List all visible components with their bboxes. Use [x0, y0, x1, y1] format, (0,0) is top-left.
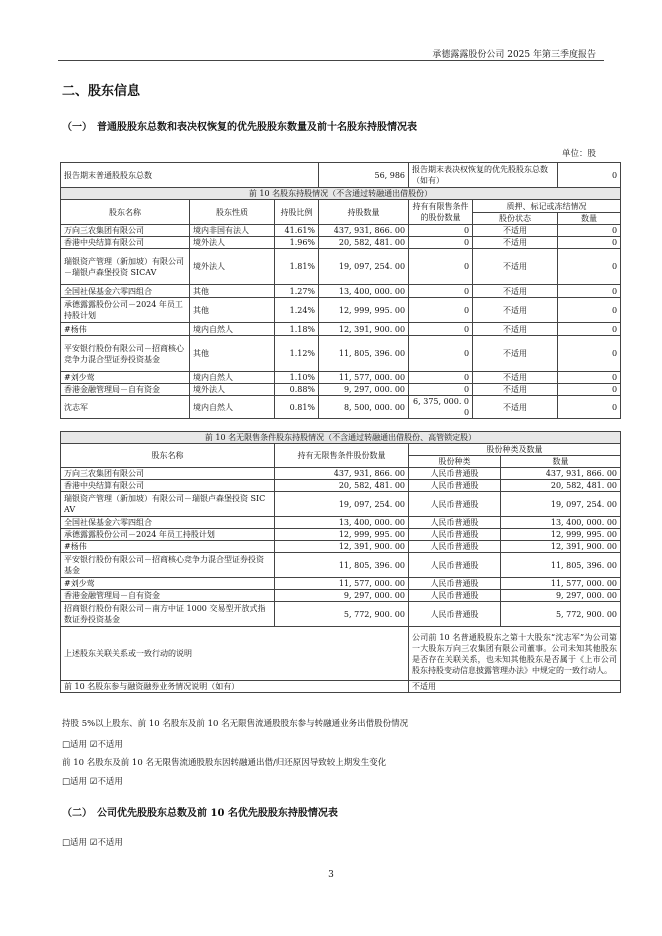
restricted-qty: 6, 375, 000. 00 — [409, 396, 473, 419]
unit-label: 单位：股 — [561, 149, 596, 159]
shareholder-name: 万向三农集团有限公司 — [61, 225, 190, 237]
table-row — [61, 396, 621, 419]
shareholder-nature: 其他 — [190, 298, 275, 323]
unrestricted-qty: 12, 391, 900. 00 — [275, 541, 409, 553]
pledge-qty: 0 — [558, 336, 621, 372]
shareholding-ratio: 0.88% — [275, 384, 319, 396]
pledge-status: 不适用 — [473, 237, 558, 249]
shareholding-ratio: 0.81% — [275, 396, 319, 419]
shareholder-nature: 境内自然人 — [190, 372, 275, 384]
shareholder-name: 招商银行股份有限公司－南方中证 1000 交易型开放式指数证券投资基金 — [61, 602, 275, 627]
table-row — [61, 384, 621, 396]
share-count: 5, 772, 900. 00 — [501, 602, 621, 627]
subsection-title-2: （二） 公司优先股股东总数及前 10 名优先股股东持股情况表 — [62, 808, 338, 819]
table-row — [61, 480, 621, 492]
u-col-header-type-group: 股份种类及数量 — [409, 444, 621, 456]
share-type: 人民币普通股 — [409, 578, 501, 590]
unrestricted-qty: 12, 999, 995. 00 — [275, 529, 409, 541]
share-count: 437, 931, 866. 00 — [501, 468, 621, 480]
unrestricted-qty: 437, 931, 866. 00 — [275, 468, 409, 480]
shareholder-name: 平安银行股份有限公司－招商核心竞争力混合型证券投资基金 — [61, 336, 190, 372]
table-row — [61, 249, 621, 285]
restricted-qty: 0 — [409, 285, 473, 298]
pledge-qty: 0 — [558, 249, 621, 285]
share-type: 人民币普通股 — [409, 553, 501, 578]
shareholding-qty: 437, 931, 866. 00 — [319, 225, 409, 237]
table-row — [61, 492, 621, 517]
table-row — [61, 285, 621, 298]
table-row — [61, 336, 621, 372]
table-row — [61, 225, 621, 237]
shareholder-name: 平安银行股份有限公司－招商核心竞争力混合型证券投资基金 — [61, 553, 275, 578]
shareholder-name: 瑞银资产管理（新加坡）有限公司－瑞银卢森堡投资 SICAV — [61, 492, 275, 517]
total-shareholders-label: 报告期末普通股股东总数 — [61, 163, 319, 188]
col-header-restricted: 持有有限售条件的股份数量 — [409, 200, 473, 225]
share-type: 人民币普通股 — [409, 529, 501, 541]
note-1: 持股 5%以上股东、前 10 名股东及前 10 名无限售流通股股东参与转融通业务出借股份情况 — [62, 719, 409, 729]
share-type: 人民币普通股 — [409, 492, 501, 517]
unrestricted-section-label: 前 10 名无限售条件股东持股情况（不含通过转融通出借股份、高管锁定股） — [61, 432, 621, 444]
pledge-status: 不适用 — [473, 336, 558, 372]
shareholder-nature: 境内非国有法人 — [190, 225, 275, 237]
preferred-shareholders-label: 报告期末表决权恢复的优先股股东总数（如有） — [409, 163, 558, 188]
share-type: 人民币普通股 — [409, 602, 501, 627]
unrestricted-shareholders-table — [60, 431, 621, 693]
total-shareholders-value: 56, 986 — [319, 163, 409, 188]
pledge-qty: 0 — [558, 372, 621, 384]
shareholder-name: #刘少莺 — [61, 372, 190, 384]
table-row — [61, 578, 621, 590]
subsection-title-1: （一） 普通股股东总数和表决权恢复的优先股股东数量及前十名股东持股情况表 — [62, 122, 417, 133]
shareholding-ratio: 1.81% — [275, 249, 319, 285]
table-row — [61, 298, 621, 323]
shareholder-nature: 境内自然人 — [190, 396, 275, 419]
relation-text: 公司前 10 名普通股股东之第十大股东“沈志军”为公司第一大股东万向三农集团有限公司董事。公司未知其他股东是否存在关联关系，也未知其他股东是否属于《上市公司股东持股变动信息披露管理办法》中规定的一致行动人。 — [409, 627, 621, 681]
share-count: 9, 297, 000. 00 — [501, 590, 621, 602]
share-count: 11, 805, 396. 00 — [501, 553, 621, 578]
col-header-ratio: 持股比例 — [275, 200, 319, 225]
pledge-qty: 0 — [558, 298, 621, 323]
shareholding-qty: 13, 400, 000. 00 — [319, 285, 409, 298]
shareholding-ratio: 1.27% — [275, 285, 319, 298]
shareholder-name: #杨伟 — [61, 323, 190, 336]
restricted-qty: 0 — [409, 372, 473, 384]
shareholding-ratio: 1.18% — [275, 323, 319, 336]
pledge-status: 不适用 — [473, 396, 558, 419]
note-2-checkbox: □适用 ☑不适用 — [62, 777, 123, 787]
u-col-header-type: 股份种类 — [409, 456, 501, 468]
table-row — [61, 590, 621, 602]
shareholding-ratio: 1.10% — [275, 372, 319, 384]
note-2: 前 10 名股东及前 10 名无限售流通股股东因转融通出借/归还原因导致较上期发生变化 — [62, 758, 387, 768]
shareholding-ratio: 1.96% — [275, 237, 319, 249]
page-header: 承德露露股份公司 2025 年第三季度报告 — [432, 50, 596, 60]
col-header-nature: 股东性质 — [190, 200, 275, 225]
share-type: 人民币普通股 — [409, 590, 501, 602]
col-header-pledge-status: 股份状态 — [473, 213, 558, 225]
pledge-status: 不适用 — [473, 323, 558, 336]
restricted-qty: 0 — [409, 249, 473, 285]
page-number: 3 — [328, 870, 334, 880]
shareholder-name: 全国社保基金六零四组合 — [61, 285, 190, 298]
shareholder-name: 沈志军 — [61, 396, 190, 419]
pledge-status: 不适用 — [473, 384, 558, 396]
pledge-qty: 0 — [558, 396, 621, 419]
col-header-pledge-group: 质押、标记或冻结情况 — [473, 200, 621, 213]
note-1-checkbox: □适用 ☑不适用 — [62, 740, 123, 750]
table-row — [61, 602, 621, 627]
shareholder-nature: 其他 — [190, 285, 275, 298]
pledge-status: 不适用 — [473, 298, 558, 323]
preferred-shareholders-value: 0 — [558, 163, 621, 188]
shareholder-name: 万向三农集团有限公司 — [61, 468, 275, 480]
unrestricted-qty: 19, 097, 254. 00 — [275, 492, 409, 517]
summary-row — [61, 163, 621, 188]
pledge-qty: 0 — [558, 225, 621, 237]
u-col-header-count: 数量 — [501, 456, 621, 468]
shareholding-qty: 12, 999, 995. 00 — [319, 298, 409, 323]
shareholder-nature: 其他 — [190, 336, 275, 372]
restricted-qty: 0 — [409, 298, 473, 323]
shareholder-name: #杨伟 — [61, 541, 275, 553]
share-type: 人民币普通股 — [409, 541, 501, 553]
restricted-qty: 0 — [409, 336, 473, 372]
unrestricted-qty: 11, 805, 396. 00 — [275, 553, 409, 578]
share-count: 11, 577, 000. 00 — [501, 578, 621, 590]
top10-shareholders-table — [60, 162, 621, 419]
share-count: 12, 999, 995. 00 — [501, 529, 621, 541]
table-row — [61, 372, 621, 384]
shareholding-qty: 11, 805, 396. 00 — [319, 336, 409, 372]
unrestricted-qty: 5, 772, 900. 00 — [275, 602, 409, 627]
shareholder-name: 承德露露股份公司－2024 年员工持股计划 — [61, 529, 275, 541]
table-row — [61, 468, 621, 480]
share-type: 人民币普通股 — [409, 480, 501, 492]
shareholder-nature: 境内自然人 — [190, 323, 275, 336]
col-header-pledge-qty: 数量 — [558, 213, 621, 225]
shareholder-nature: 境外法人 — [190, 237, 275, 249]
share-count: 13, 400, 000. 00 — [501, 517, 621, 529]
restricted-qty: 0 — [409, 384, 473, 396]
pledge-status: 不适用 — [473, 225, 558, 237]
shareholding-qty: 19, 097, 254. 00 — [319, 249, 409, 285]
shareholder-nature: 境外法人 — [190, 384, 275, 396]
pledge-qty: 0 — [558, 285, 621, 298]
u-col-header-name: 股东名称 — [61, 444, 275, 468]
share-count: 19, 097, 254. 00 — [501, 492, 621, 517]
shareholding-qty: 11, 577, 000. 00 — [319, 372, 409, 384]
pledge-qty: 0 — [558, 384, 621, 396]
section-title: 二、股东信息 — [62, 84, 141, 99]
pledge-status: 不适用 — [473, 249, 558, 285]
margin-text: 不适用 — [409, 681, 621, 693]
table-row — [61, 529, 621, 541]
pledge-status: 不适用 — [473, 285, 558, 298]
shareholding-qty: 20, 582, 481. 00 — [319, 237, 409, 249]
col-header-qty: 持股数量 — [319, 200, 409, 225]
share-count: 12, 391, 900. 00 — [501, 541, 621, 553]
shareholding-qty: 8, 500, 000. 00 — [319, 396, 409, 419]
top10-section-label: 前 10 名股东持股情况（不含通过转融通出借股份） — [61, 188, 621, 200]
restricted-qty: 0 — [409, 323, 473, 336]
share-type: 人民币普通股 — [409, 468, 501, 480]
shareholding-qty: 9, 297, 000. 00 — [319, 384, 409, 396]
relation-label: 上述股东关联关系或一致行动的说明 — [61, 627, 409, 681]
unrestricted-qty: 11, 577, 000. 00 — [275, 578, 409, 590]
shareholder-name: 承德露露股份公司－2024 年员工持股计划 — [61, 298, 190, 323]
shareholding-ratio: 1.12% — [275, 336, 319, 372]
header-divider — [58, 60, 604, 61]
unrestricted-qty: 20, 582, 481. 00 — [275, 480, 409, 492]
shareholder-name: 香港中央结算有限公司 — [61, 480, 275, 492]
shareholder-name: 香港金融管理局－自有资金 — [61, 590, 275, 602]
shareholder-name: 香港金融管理局－自有资金 — [61, 384, 190, 396]
shareholding-qty: 12, 391, 900. 00 — [319, 323, 409, 336]
shareholder-name: 香港中央结算有限公司 — [61, 237, 190, 249]
shareholder-nature: 境外法人 — [190, 249, 275, 285]
shareholder-name: 瑞银资产管理（新加坡）有限公司－瑞银卢森堡投资 SICAV — [61, 249, 190, 285]
restricted-qty: 0 — [409, 225, 473, 237]
margin-label: 前 10 名股东参与融资融券业务情况说明（如有） — [61, 681, 409, 693]
table-row — [61, 323, 621, 336]
share-count: 20, 582, 481. 00 — [501, 480, 621, 492]
table-row — [61, 553, 621, 578]
share-type: 人民币普通股 — [409, 517, 501, 529]
shareholding-ratio: 1.24% — [275, 298, 319, 323]
table-row — [61, 237, 621, 249]
pledge-status: 不适用 — [473, 372, 558, 384]
table-row — [61, 517, 621, 529]
pledge-qty: 0 — [558, 323, 621, 336]
pledge-qty: 0 — [558, 237, 621, 249]
shareholding-ratio: 41.61% — [275, 225, 319, 237]
shareholder-name: #刘少莺 — [61, 578, 275, 590]
col-header-name: 股东名称 — [61, 200, 190, 225]
sub2-checkbox: □适用 ☑不适用 — [62, 838, 123, 848]
restricted-qty: 0 — [409, 237, 473, 249]
u-col-header-qty: 持有无限售条件股份数量 — [275, 444, 409, 468]
table-row — [61, 541, 621, 553]
unrestricted-qty: 9, 297, 000. 00 — [275, 590, 409, 602]
shareholder-name: 全国社保基金六零四组合 — [61, 517, 275, 529]
unrestricted-qty: 13, 400, 000. 00 — [275, 517, 409, 529]
